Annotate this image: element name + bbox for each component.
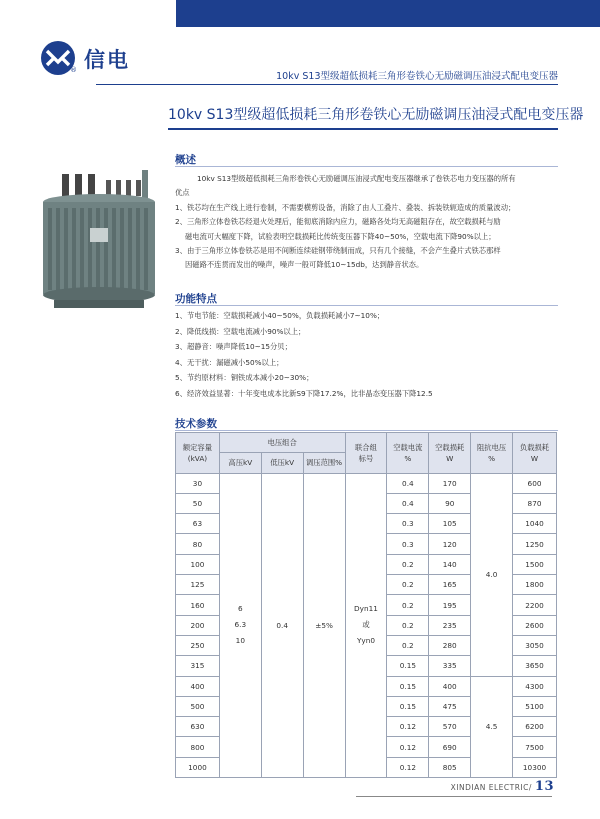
cell-impedance: 4.5	[471, 676, 513, 777]
cell-noload-current: 0.2	[387, 635, 429, 655]
cell-capacity: 80	[176, 534, 220, 554]
cell-capacity: 50	[176, 493, 220, 513]
overview-divider	[175, 166, 558, 167]
cell-capacity: 100	[176, 554, 220, 574]
cell-noload-loss: 805	[429, 757, 471, 777]
cell-noload-current: 0.15	[387, 676, 429, 696]
overview-heading: 概述	[175, 154, 196, 166]
cell-load-loss: 1250	[513, 534, 557, 554]
cell-noload-current: 0.2	[387, 595, 429, 615]
cell-noload-current: 0.3	[387, 534, 429, 554]
cell-capacity: 63	[176, 514, 220, 534]
header-subtitle: 10kv S13型级超低损耗三角形卷铁心无励磁调压油浸式配电变压器	[276, 71, 558, 82]
feature-item: 1、节电节能：空载损耗减小40~50%，负载损耗减小7~10%；	[175, 311, 385, 320]
col-header-voltage-group: 电压组合	[219, 433, 345, 453]
cell-noload-current: 0.3	[387, 514, 429, 534]
features-list	[175, 308, 565, 402]
cell-noload-loss: 235	[429, 615, 471, 635]
cell-noload-current: 0.2	[387, 575, 429, 595]
top-color-bar	[176, 0, 600, 27]
cell-capacity: 125	[176, 575, 220, 595]
footer-divider	[356, 796, 552, 797]
cell-noload-loss: 105	[429, 514, 471, 534]
cell-noload-current: 0.12	[387, 737, 429, 757]
cell-capacity: 800	[176, 737, 220, 757]
cell-load-loss: 3650	[513, 656, 557, 676]
overview-line: 优点	[175, 188, 190, 198]
feature-item: 5、节约原材料：铜铁成本减小20~30%；	[175, 373, 314, 383]
col-header-noload-current: 空载电流 %	[387, 433, 429, 474]
cell-load-loss: 2200	[513, 595, 557, 615]
registered-mark-icon: ®	[70, 66, 77, 74]
cell-noload-loss: 195	[429, 595, 471, 615]
cell-noload-current: 0.4	[387, 493, 429, 513]
features-divider	[175, 305, 558, 306]
cell-noload-loss: 570	[429, 717, 471, 737]
cell-noload-current: 0.4	[387, 473, 429, 493]
cell-capacity: 250	[176, 635, 220, 655]
footer-company: XINDIAN ELECTRIC/	[450, 783, 532, 792]
cell-capacity: 30	[176, 473, 220, 493]
page-title: 10kv S13型级超低损耗三角形卷铁心无励磁调压油浸式配电变压器	[168, 107, 584, 123]
header-divider	[96, 84, 558, 85]
overview-line: 3、由于三角形立体卷铁芯是用不间断连续硅钢带绕制而成，只有几个接缝，不会产生叠片式铁芯那样	[175, 246, 501, 256]
col-header-load-loss: 负载损耗 W	[513, 433, 557, 474]
overview-line: 磁电流可大幅度下降，试验表明空载损耗比传统变压器下降40~50%，空载电流下降90%以上；	[185, 231, 496, 241]
col-header-capacity: 额定容量 (kVA)	[176, 433, 220, 474]
cell-load-loss: 600	[513, 473, 557, 493]
cell-load-loss: 1040	[513, 514, 557, 534]
col-header-connection: 联合组 标号	[345, 433, 387, 474]
cell-impedance: 4.0	[471, 473, 513, 676]
cell-load-loss: 4300	[513, 676, 557, 696]
brand-name: 信电	[84, 48, 130, 72]
cell-noload-current: 0.2	[387, 554, 429, 574]
cell-noload-current: 0.15	[387, 656, 429, 676]
feature-item: 4、无干扰：漏磁减小50%以上；	[175, 357, 284, 367]
specs-divider	[175, 430, 558, 431]
cell-capacity: 160	[176, 595, 220, 615]
title-divider	[168, 128, 558, 130]
feature-item: 2、降低线损：空载电流减小90%以上；	[175, 326, 306, 336]
cell-noload-current: 0.12	[387, 757, 429, 777]
cell-noload-loss: 140	[429, 554, 471, 574]
cell-noload-loss: 280	[429, 635, 471, 655]
cell-load-loss: 1800	[513, 575, 557, 595]
cell-capacity: 200	[176, 615, 220, 635]
page-footer	[451, 779, 554, 794]
cell-noload-current: 0.15	[387, 696, 429, 716]
spec-table	[175, 432, 557, 778]
cell-noload-current: 0.2	[387, 615, 429, 635]
col-header-noload-loss: 空载损耗 W	[429, 433, 471, 474]
cell-range: ±5%	[303, 473, 345, 777]
cell-noload-loss: 335	[429, 656, 471, 676]
cell-load-loss: 3050	[513, 635, 557, 655]
cell-noload-current: 0.12	[387, 717, 429, 737]
cell-noload-loss: 400	[429, 676, 471, 696]
cell-lv: 0.4	[261, 473, 303, 777]
specs-heading: 技术参数	[175, 418, 217, 430]
col-header-impedance: 阻抗电压 %	[471, 433, 513, 474]
cell-noload-loss: 120	[429, 534, 471, 554]
cell-noload-loss: 165	[429, 575, 471, 595]
overview-line: 1、铁芯均在生产线上进行卷制，不需要横剪设备，消除了由人工叠片、叠装、拆装铁轭造成的质量波动；	[175, 202, 516, 212]
cell-load-loss: 1500	[513, 554, 557, 574]
cell-load-loss: 6200	[513, 717, 557, 737]
cell-noload-loss: 90	[429, 493, 471, 513]
cell-load-loss: 5100	[513, 696, 557, 716]
cell-capacity: 315	[176, 656, 220, 676]
overview-line: 10kv S13型级超低损耗三角形卷铁心无励磁调压油浸式配电变压器继承了卷铁芯电力变压器的所有	[197, 174, 516, 183]
features-heading: 功能特点	[175, 293, 217, 305]
col-header-lv: 低压kV	[261, 453, 303, 473]
overview-line: 2、三角形立体卷铁芯经退火处理后，能彻底消除内应力，磁路各处均无高磁阻存在，故空载损耗与励	[175, 217, 501, 227]
cell-load-loss: 2600	[513, 615, 557, 635]
cell-capacity: 630	[176, 717, 220, 737]
table-row	[176, 473, 557, 493]
transformer-product-image	[34, 168, 164, 318]
cell-capacity: 500	[176, 696, 220, 716]
cell-noload-loss: 690	[429, 737, 471, 757]
feature-item: 6、经济效益显著：十年变电成本比新S9下降17.2%，比非晶态变压器下降12.5	[175, 388, 433, 398]
cell-capacity: 400	[176, 676, 220, 696]
col-header-range: 调压范围%	[303, 453, 345, 473]
cell-load-loss: 870	[513, 493, 557, 513]
cell-noload-loss: 170	[429, 473, 471, 493]
cell-load-loss: 7500	[513, 737, 557, 757]
cell-noload-loss: 475	[429, 696, 471, 716]
cell-connection: Dyn11 或 Yyn0	[345, 473, 387, 777]
col-header-hv: 高压kV	[219, 453, 261, 473]
overview-text	[175, 172, 565, 273]
page-number: 13	[534, 779, 554, 794]
cell-capacity: 1000	[176, 757, 220, 777]
cell-hv: 6 6.3 10	[219, 473, 261, 777]
cell-load-loss: 10300	[513, 757, 557, 777]
feature-item: 3、超静音：噪声降低10~15分贝；	[175, 342, 292, 352]
overview-line: 因磁路不连贯而发出的噪声，噪声一般可降低10~15db，达到静音状态。	[185, 260, 424, 270]
